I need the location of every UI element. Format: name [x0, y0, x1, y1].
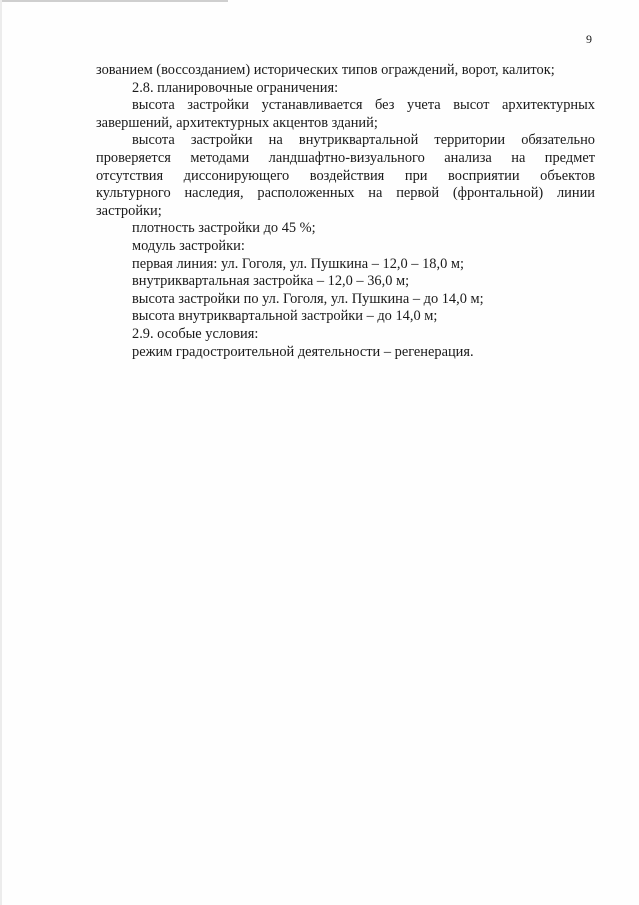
text-line: культурного наследия, расположенных на первой (фронтальной) линии	[96, 185, 595, 202]
page-number: 9	[586, 32, 592, 46]
section-heading-2-8: 2.8. планировочные ограничения:	[132, 79, 339, 96]
text-line: проверяется методами ландшафтно-визуального анализа на предмет	[96, 149, 595, 166]
scan-edge-left	[0, 0, 2, 905]
text-line: плотность застройки до 45 %;	[132, 220, 316, 237]
text-line: отсутствия диссонирующего воздействия при восприятии объектов	[96, 167, 595, 184]
section-heading-2-9: 2.9. особые условия:	[132, 325, 259, 342]
scan-edge-top	[0, 0, 228, 2]
text-line: высота застройки устанавливается без учета высот архитектурных	[132, 97, 595, 114]
text-line: высота застройки на внутриквартальной территории обязательно	[132, 132, 595, 149]
text-line: модуль застройки:	[132, 237, 245, 254]
body-text	[96, 62, 595, 361]
text-line: режим градостроительной деятельности – регенерация.	[132, 343, 474, 360]
text-line: первая линия: ул. Гоголя, ул. Пушкина – 12,0 – 18,0 м;	[132, 255, 464, 272]
text-line: внутриквартальная застройка – 12,0 – 36,0 м;	[132, 273, 410, 290]
text-line: завершений, архитектурных акцентов зданий;	[96, 114, 378, 131]
text-line: застройки;	[96, 202, 162, 219]
text-line: высота внутриквартальной застройки – до 14,0 м;	[132, 308, 438, 325]
text-line: зованием (воссозданием) исторических типов ограждений, ворот, калиток;	[96, 62, 555, 78]
text-line: высота застройки по ул. Гоголя, ул. Пушкина – до 14,0 м;	[132, 290, 484, 307]
